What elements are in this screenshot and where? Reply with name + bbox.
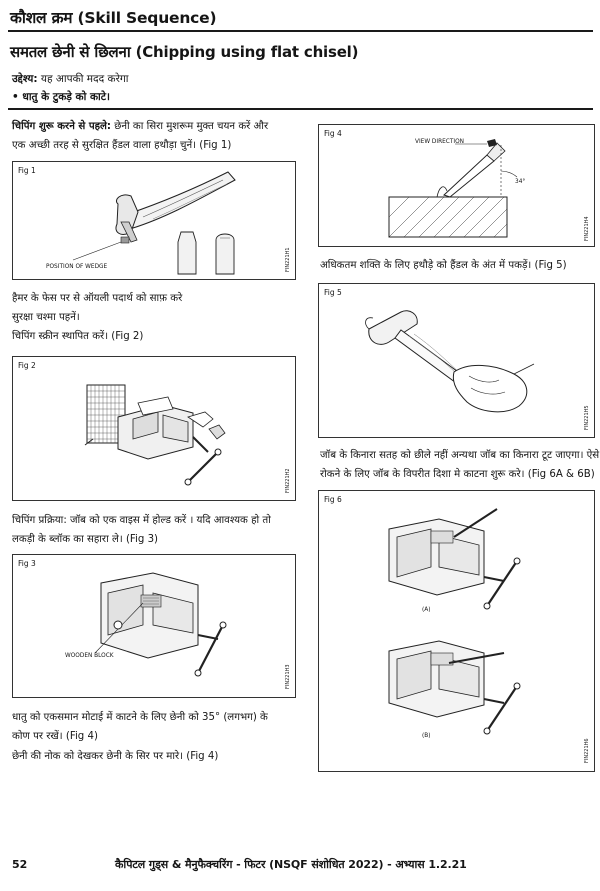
objective-rule (8, 108, 593, 110)
figure-4-label: Fig 4 (324, 129, 342, 138)
para-grip (320, 256, 595, 275)
objective-label: उद्देश्य: (12, 73, 38, 85)
hammer-drawing (13, 162, 295, 279)
objective-text: यह आपकी मदद करेगा (37, 73, 129, 85)
para-strike-line1: छेनी की नोक को देखकर छेनी के सिर पर मारे। (Fig 4) (12, 751, 219, 762)
header-rule (8, 30, 593, 32)
skill-sequence-title: कौशल क्रम (Skill Sequence) (10, 9, 217, 27)
para-process-line1: चिपिंग प्रक्रिया: जॉब को एक वाइस में होल्ड करें । यदि आवश्यक हो तो (12, 515, 271, 526)
para-prep-line2: सुरक्षा चश्मा पहनें। (12, 312, 80, 323)
para-process (12, 511, 302, 549)
para-edge-line2: रोकने के लिए जॉब के विपरीत दिशा मे काटना शुरू करे। (Fig 6A & 6B) (320, 469, 595, 480)
figure-2-code: FIN221H2 (285, 468, 291, 493)
para-before-chipping-rest: छेनी का सिरा मुशरूम मुक्त चयन करें और (111, 121, 269, 132)
para-process-line2: लकड़ी के ब्लॉक का सहारा ले। (Fig 3) (12, 534, 159, 545)
figure-4-caption: VIEW DIRECTION (415, 139, 464, 145)
vise-opposite-direction-drawing (319, 491, 594, 771)
page-number: 52 (12, 858, 28, 871)
figure-5-label: Fig 5 (324, 288, 342, 297)
para-prep-line3: चिपिंग स्क्रीन स्थापित करें। (Fig 2) (12, 331, 144, 342)
chipping-screen-drawing (13, 357, 295, 500)
figure-6-caption-b: (B) (422, 733, 431, 739)
figure-3-code: FIN221H3 (285, 664, 291, 689)
figure-1-caption: POSITION OF WEDGE (46, 264, 108, 270)
footer-text: कैपिटल गुड्स & मैनुफैक्चरिंग - फिटर (NSQF संशोधित 2022) - अभ्यास 1.2.21 (115, 858, 467, 871)
figure-6-label: Fig 6 (324, 495, 342, 504)
vise-wooden-block-drawing (13, 555, 295, 697)
para-angle (12, 708, 307, 746)
para-prep (12, 289, 302, 346)
figure-3-label: Fig 3 (18, 559, 36, 568)
figure-5 (318, 283, 595, 438)
para-prep-line1: हैमर के फेस पर से ऑयली पदार्थ को साफ़ करे (12, 293, 183, 304)
figure-4 (318, 124, 595, 247)
figure-1-code: FIN221H1 (285, 247, 291, 272)
figure-3-caption: WOODEN BLOCK (65, 653, 114, 659)
para-grip-line1: अधिकतम शक्ति के लिए हथौड़े को हैंडल के अंत में पकड़ें। (Fig 5) (320, 260, 567, 271)
figure-4-code: FIN221H4 (584, 216, 590, 241)
figure-5-code: FIN221H5 (584, 405, 590, 430)
para-before-chipping-bold: चिपिंग शुरू करने से पहले: (12, 121, 112, 132)
para-before-chipping (12, 117, 302, 155)
para-before-chipping-line2: एक अच्छी तरह से सुरक्षित हैंडल वाला हथौड़ा चुनें। (Fig 1) (12, 140, 232, 151)
para-edge-line1: जॉब के किनारा सतह को छीले नहीं अन्यथा जॉब का किनारा टूट जाएगा। ऐसे (320, 450, 600, 461)
para-strike (12, 747, 307, 766)
section-title: समतल छेनी से छिलना (Chipping using flat chisel) (10, 43, 359, 61)
figure-6 (318, 490, 595, 772)
figure-3 (12, 554, 296, 698)
para-edge (320, 446, 600, 484)
figure-6-caption-a: (A) (422, 607, 431, 613)
objective (12, 72, 129, 86)
hammer-grip-drawing (319, 284, 594, 437)
figure-2-label: Fig 2 (18, 361, 36, 370)
para-angle-line1: धातु को एकसमान मोटाई में काटने के लिए छेनी को 35° (लगभग) के (12, 712, 268, 723)
para-angle-line2: कोण पर रखें। (Fig 4) (12, 731, 98, 742)
figure-1-label: Fig 1 (18, 166, 36, 175)
figure-1 (12, 161, 296, 280)
figure-2 (12, 356, 296, 501)
objective-bullet: • धातु के टुकड़े को काटे। (12, 91, 111, 103)
figure-4-angle: 34° (515, 179, 526, 185)
figure-6-code: FIN221H6 (584, 738, 590, 763)
